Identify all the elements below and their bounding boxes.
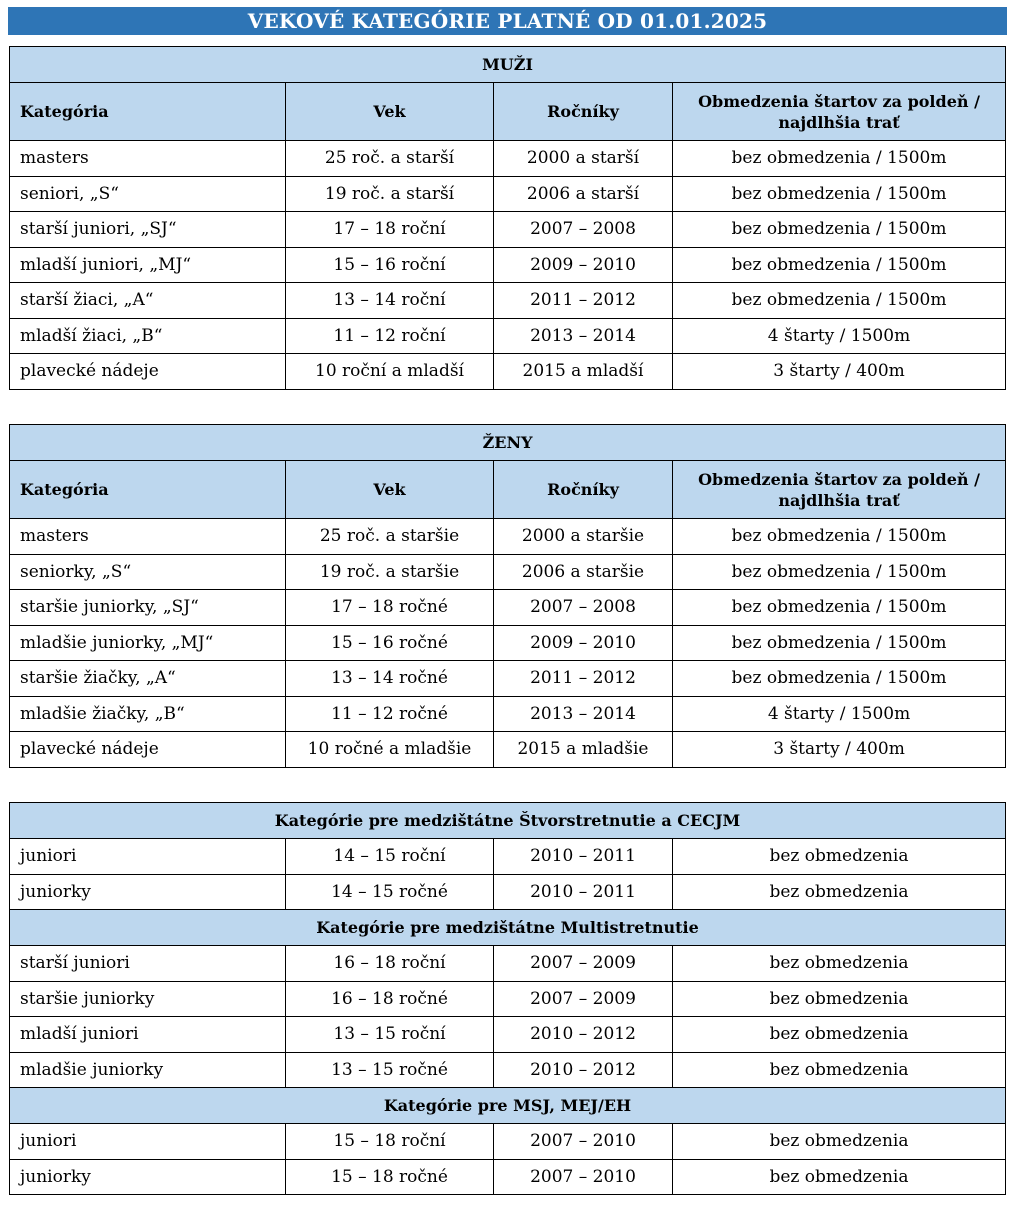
age-cell: 16 – 18 roční	[286, 946, 494, 982]
limits-cell: bez obmedzenia / 1500m	[673, 625, 1006, 661]
limits-cell: bez obmedzenia	[673, 1017, 1006, 1053]
years-cell: 2006 a starší	[494, 176, 673, 212]
table-row	[10, 839, 1006, 875]
limits-cell: bez obmedzenia / 1500m	[673, 661, 1006, 697]
table-row	[10, 981, 1006, 1017]
category-cell: starší juniori	[10, 946, 286, 982]
age-cell: 13 – 15 ročné	[286, 1052, 494, 1088]
category-cell: plavecké nádeje	[10, 354, 286, 390]
table-row	[10, 176, 1006, 212]
category-cell: juniorky	[10, 1159, 286, 1195]
years-cell: 2007 – 2009	[494, 946, 673, 982]
table-row	[10, 519, 1006, 555]
age-cell: 10 roční a mladší	[286, 354, 494, 390]
section-header-row	[10, 1088, 1006, 1124]
table-row	[10, 661, 1006, 697]
category-cell: masters	[10, 141, 286, 177]
category-cell: juniori	[10, 839, 286, 875]
years-cell: 2007 – 2009	[494, 981, 673, 1017]
years-cell: 2015 a mladšie	[494, 732, 673, 768]
years-cell: 2010 – 2011	[494, 874, 673, 910]
international-rows	[10, 803, 1006, 1195]
table-row	[10, 247, 1006, 283]
women-rows	[10, 519, 1006, 768]
women-table	[9, 424, 1006, 768]
category-cell: mladší žiaci, „B“	[10, 318, 286, 354]
section-title: MUŽI	[10, 47, 1006, 83]
years-cell: 2010 – 2011	[494, 839, 673, 875]
years-cell: 2000 a staršie	[494, 519, 673, 555]
years-cell: 2010 – 2012	[494, 1052, 673, 1088]
limits-cell: bez obmedzenia	[673, 1124, 1006, 1160]
table-row	[10, 1159, 1006, 1195]
table-row	[10, 212, 1006, 248]
years-cell: 2015 a mladší	[494, 354, 673, 390]
limits-cell: bez obmedzenia / 1500m	[673, 247, 1006, 283]
column-header-years: Ročníky	[494, 83, 673, 141]
age-cell: 13 – 14 ročné	[286, 661, 494, 697]
column-header-category: Kategória	[10, 83, 286, 141]
table-row	[10, 590, 1006, 626]
age-cell: 13 – 14 roční	[286, 283, 494, 319]
category-cell: staršie žiačky, „A“	[10, 661, 286, 697]
years-cell: 2007 – 2010	[494, 1124, 673, 1160]
age-cell: 11 – 12 ročné	[286, 696, 494, 732]
age-cell: 14 – 15 roční	[286, 839, 494, 875]
table-row	[10, 1052, 1006, 1088]
limits-cell: bez obmedzenia / 1500m	[673, 141, 1006, 177]
column-header-age: Vek	[286, 461, 494, 519]
table-row	[10, 625, 1006, 661]
category-cell: staršie juniorky, „SJ“	[10, 590, 286, 626]
years-cell: 2007 – 2008	[494, 212, 673, 248]
age-cell: 15 – 18 ročné	[286, 1159, 494, 1195]
limits-cell: bez obmedzenia	[673, 1052, 1006, 1088]
table-row	[10, 874, 1006, 910]
category-cell: masters	[10, 519, 286, 555]
years-cell: 2009 – 2010	[494, 247, 673, 283]
table-row	[10, 1124, 1006, 1160]
table-row	[10, 141, 1006, 177]
column-header-limits: Obmedzenia štartov za poldeň / najdlhšia trať	[673, 461, 1006, 519]
years-cell: 2007 – 2010	[494, 1159, 673, 1195]
age-cell: 11 – 12 roční	[286, 318, 494, 354]
limits-cell: 4 štarty / 1500m	[673, 318, 1006, 354]
limits-cell: bez obmedzenia / 1500m	[673, 519, 1006, 555]
age-cell: 15 – 16 ročné	[286, 625, 494, 661]
category-cell: juniorky	[10, 874, 286, 910]
years-cell: 2007 – 2008	[494, 590, 673, 626]
category-cell: mladší juniori, „MJ“	[10, 247, 286, 283]
category-cell: plavecké nádeje	[10, 732, 286, 768]
men-rows	[10, 141, 1006, 390]
table-row	[10, 946, 1006, 982]
limits-cell: 3 štarty / 400m	[673, 354, 1006, 390]
limits-cell: bez obmedzenia	[673, 981, 1006, 1017]
column-header-age: Vek	[286, 83, 494, 141]
age-cell: 14 – 15 ročné	[286, 874, 494, 910]
category-cell: starší žiaci, „A“	[10, 283, 286, 319]
category-cell: seniori, „S“	[10, 176, 286, 212]
international-table	[9, 802, 1006, 1195]
age-cell: 13 – 15 roční	[286, 1017, 494, 1053]
section-title: Kategórie pre medzištátne Štvorstretnutie a CECJM	[10, 803, 1006, 839]
limits-cell: bez obmedzenia / 1500m	[673, 590, 1006, 626]
age-cell: 17 – 18 ročné	[286, 590, 494, 626]
limits-cell: bez obmedzenia	[673, 874, 1006, 910]
age-cell: 17 – 18 roční	[286, 212, 494, 248]
category-cell: mladší juniori	[10, 1017, 286, 1053]
limits-cell: bez obmedzenia / 1500m	[673, 176, 1006, 212]
age-cell: 15 – 16 roční	[286, 247, 494, 283]
section-title: Kategórie pre medzištátne Multistretnutie	[10, 910, 1006, 946]
table-row	[10, 732, 1006, 768]
age-cell: 25 roč. a staršie	[286, 519, 494, 555]
page-title: VEKOVÉ KATEGÓRIE PLATNÉ OD 01.01.2025	[8, 7, 1007, 35]
category-cell: mladšie juniorky	[10, 1052, 286, 1088]
limits-cell: bez obmedzenia	[673, 1159, 1006, 1195]
years-cell: 2011 – 2012	[494, 283, 673, 319]
age-cell: 25 roč. a starší	[286, 141, 494, 177]
section-title: ŽENY	[10, 425, 1006, 461]
table-row	[10, 554, 1006, 590]
column-header-years: Ročníky	[494, 461, 673, 519]
age-cell: 10 ročné a mladšie	[286, 732, 494, 768]
years-cell: 2013 – 2014	[494, 696, 673, 732]
age-cell: 19 roč. a staršie	[286, 554, 494, 590]
limits-cell: bez obmedzenia / 1500m	[673, 554, 1006, 590]
age-cell: 15 – 18 roční	[286, 1124, 494, 1160]
column-header-limits: Obmedzenia štartov za poldeň / najdlhšia trať	[673, 83, 1006, 141]
limits-cell: bez obmedzenia / 1500m	[673, 212, 1006, 248]
limits-cell: 4 štarty / 1500m	[673, 696, 1006, 732]
category-cell: seniorky, „S“	[10, 554, 286, 590]
years-cell: 2009 – 2010	[494, 625, 673, 661]
table-row	[10, 354, 1006, 390]
limits-cell: 3 štarty / 400m	[673, 732, 1006, 768]
table-row	[10, 696, 1006, 732]
years-cell: 2000 a starší	[494, 141, 673, 177]
men-table	[9, 46, 1006, 390]
category-cell: mladšie žiačky, „B“	[10, 696, 286, 732]
years-cell: 2013 – 2014	[494, 318, 673, 354]
category-cell: staršie juniorky	[10, 981, 286, 1017]
years-cell: 2006 a staršie	[494, 554, 673, 590]
limits-cell: bez obmedzenia	[673, 839, 1006, 875]
table-row	[10, 1017, 1006, 1053]
table-row	[10, 318, 1006, 354]
section-header-row	[10, 803, 1006, 839]
years-cell: 2011 – 2012	[494, 661, 673, 697]
table-row	[10, 283, 1006, 319]
limits-cell: bez obmedzenia	[673, 946, 1006, 982]
category-cell: juniori	[10, 1124, 286, 1160]
section-title: Kategórie pre MSJ, MEJ/EH	[10, 1088, 1006, 1124]
category-cell: mladšie juniorky, „MJ“	[10, 625, 286, 661]
limits-cell: bez obmedzenia / 1500m	[673, 283, 1006, 319]
column-header-category: Kategória	[10, 461, 286, 519]
age-cell: 16 – 18 ročné	[286, 981, 494, 1017]
age-cell: 19 roč. a starší	[286, 176, 494, 212]
years-cell: 2010 – 2012	[494, 1017, 673, 1053]
category-cell: starší juniori, „SJ“	[10, 212, 286, 248]
section-header-row	[10, 910, 1006, 946]
